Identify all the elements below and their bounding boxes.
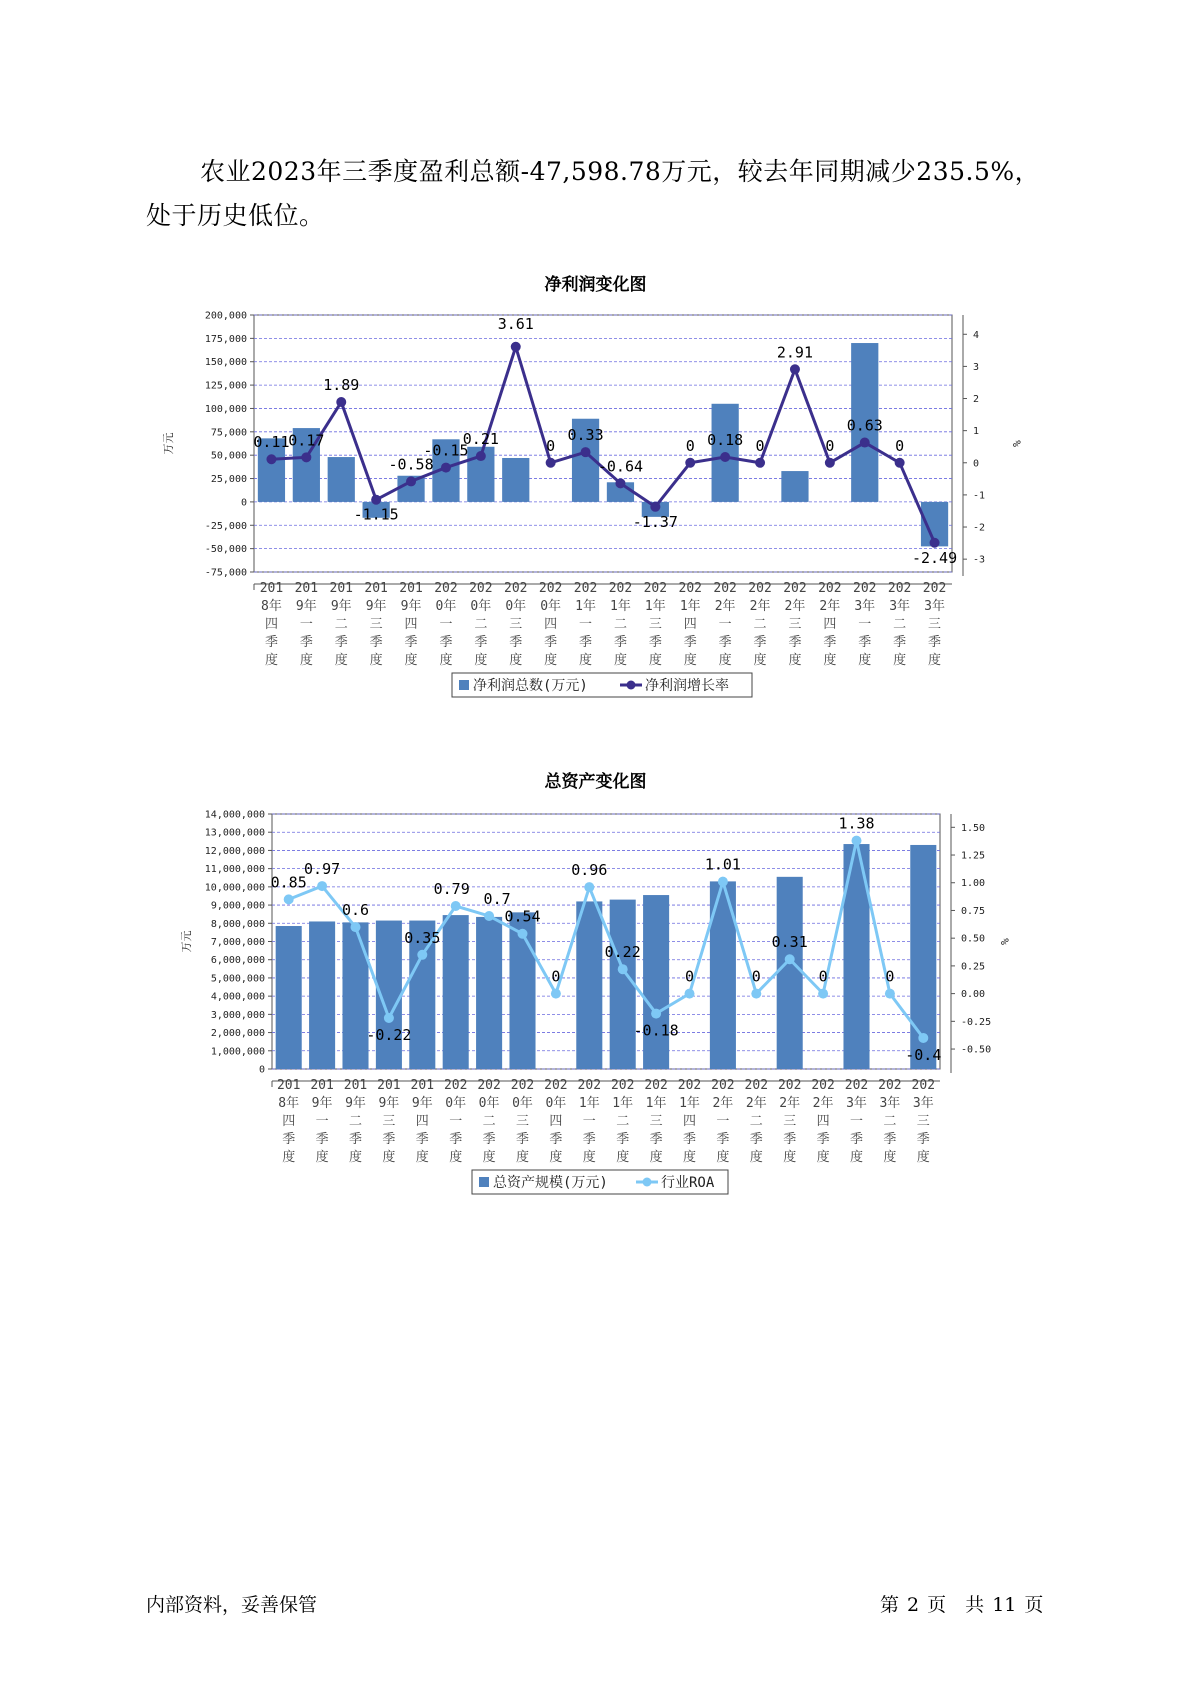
line-point xyxy=(484,911,494,921)
data-label: 0.63 xyxy=(846,416,883,435)
legend-line-label: 行业ROA xyxy=(661,1175,715,1191)
category-label: 201 9年三季度 xyxy=(364,581,388,668)
category-label: 202 2年四季度 xyxy=(818,581,842,668)
bar xyxy=(781,471,808,502)
line-point xyxy=(755,458,765,468)
line-point xyxy=(417,950,427,960)
category-label: 202 1年三季度 xyxy=(644,1078,668,1165)
right-tick-label: -0.25 xyxy=(961,1016,992,1028)
category-label: 202 3年一季度 xyxy=(853,581,877,668)
data-label: -1.15 xyxy=(353,505,399,524)
category-label: 202 3年三季度 xyxy=(922,581,947,668)
category-label: 201 8年四季度 xyxy=(259,581,284,668)
right-tick-label: 0.00 xyxy=(961,989,986,1001)
left-tick-label: 12,000,000 xyxy=(204,845,265,857)
line-point xyxy=(317,881,327,891)
right-tick-label: -0.50 xyxy=(961,1044,992,1056)
data-label: 0.18 xyxy=(707,430,744,449)
category-label: 202 0年三季度 xyxy=(504,581,528,668)
right-tick-label: 2 xyxy=(973,394,980,406)
line-point xyxy=(751,989,761,999)
data-label: 1.01 xyxy=(704,855,741,874)
category-label: 202 0年一季度 xyxy=(443,1078,468,1165)
line-point xyxy=(918,1033,928,1043)
data-label: 0 xyxy=(818,967,828,986)
line-point xyxy=(885,989,895,999)
category-label: 202 0年二季度 xyxy=(469,581,493,668)
bar xyxy=(276,926,302,1069)
legend-bar-swatch xyxy=(479,1177,489,1187)
data-label: 1.38 xyxy=(838,814,875,833)
line-point xyxy=(351,922,361,932)
line-point xyxy=(546,458,556,468)
data-label: 0.17 xyxy=(288,431,325,450)
line-point xyxy=(825,458,835,468)
chart-legend xyxy=(472,1170,728,1194)
line-point xyxy=(718,877,728,887)
bar xyxy=(610,900,636,1069)
right-tick-label: 1.00 xyxy=(961,878,986,890)
data-label: 0 xyxy=(546,436,556,455)
legend-line-label: 净利润增长率 xyxy=(645,678,729,694)
chart-title-total-assets: 总资产变化图 xyxy=(544,772,647,792)
footer-confidential: 内部资料，妥善保管 xyxy=(146,1594,318,1616)
category-label: 202 2年四季度 xyxy=(811,1078,835,1165)
category-label: 201 9年二季度 xyxy=(343,1078,368,1165)
line-point xyxy=(895,458,905,468)
data-label: -0.64 xyxy=(597,457,644,476)
category-label: 202 1年四季度 xyxy=(677,1078,702,1165)
legend-bar-label: 总资产规模(万元) xyxy=(493,1175,608,1191)
data-label: 0 xyxy=(684,967,695,986)
summary-line-2: 处于历史低位。 xyxy=(146,201,325,230)
data-label: 0.85 xyxy=(270,873,307,892)
category-label: 202 2年一季度 xyxy=(711,1078,735,1165)
total-assets-chart xyxy=(0,797,1191,1217)
summary-line-1: 农业2023年三季度盈利总额-47,598.78万元，较去年同期减少235.5%， xyxy=(200,157,1041,186)
right-tick-label: -3 xyxy=(973,554,986,566)
data-label: -1.37 xyxy=(632,512,678,531)
bar xyxy=(777,877,803,1069)
category-label: 201 9年四季度 xyxy=(410,1078,435,1165)
bar xyxy=(576,901,602,1069)
left-tick-label: 7,000,000 xyxy=(210,937,265,948)
line-point xyxy=(584,882,594,892)
left-tick-label: 2,000,000 xyxy=(210,1028,265,1040)
left-tick-label: 1,000,000 xyxy=(210,1046,265,1058)
right-axis-title: % xyxy=(1010,440,1023,447)
category-label: 202 0年四季度 xyxy=(538,581,563,668)
line-point xyxy=(785,954,795,964)
category-label: 202 3年二季度 xyxy=(878,1078,902,1165)
category-label: 202 2年一季度 xyxy=(713,581,737,668)
right-tick-label: 0.50 xyxy=(961,933,986,945)
left-tick-label: 150,000 xyxy=(204,357,247,369)
right-tick-label: 4 xyxy=(973,329,980,341)
category-label: 202 2年三季度 xyxy=(783,581,807,668)
left-tick-label: 11,000,000 xyxy=(204,864,265,876)
data-label: 0.7 xyxy=(483,890,511,908)
category-label: 201 9年三季度 xyxy=(377,1078,401,1165)
data-label: -0.15 xyxy=(423,441,469,460)
category-label: 202 1年四季度 xyxy=(678,581,702,668)
data-label: 0 xyxy=(685,436,695,455)
left-tick-label: 25,000 xyxy=(210,474,247,486)
left-axis-title: 万元 xyxy=(162,432,175,455)
right-tick-label: 1 xyxy=(973,426,980,438)
chart-title-net-profit: 净利润变化图 xyxy=(544,275,647,295)
bar xyxy=(309,921,335,1069)
bar xyxy=(342,922,368,1069)
line-point xyxy=(685,989,695,999)
category-label: 202 2年二季度 xyxy=(744,1078,769,1165)
line-point xyxy=(860,438,870,448)
category-label: 201 9年一季度 xyxy=(294,581,319,668)
data-label: 0.97 xyxy=(304,860,341,879)
data-label: 0.54 xyxy=(504,907,541,926)
line-point xyxy=(451,901,461,911)
category-label: 202 1年二季度 xyxy=(608,581,633,668)
right-tick-label: -2 xyxy=(973,522,986,534)
line-point xyxy=(720,452,730,462)
line-point xyxy=(790,364,800,374)
data-label: 0 xyxy=(551,967,561,986)
right-axis-title: % xyxy=(998,938,1011,945)
data-label: 0.79 xyxy=(433,880,470,899)
summary-paragraph xyxy=(146,150,1056,238)
line-point xyxy=(266,454,276,464)
right-tick-label: 1.25 xyxy=(961,850,986,862)
data-label: 0.96 xyxy=(571,861,608,880)
line-point xyxy=(301,452,311,462)
line-point xyxy=(406,476,416,486)
data-label: -0.18 xyxy=(633,1021,679,1040)
left-tick-label: 8,000,000 xyxy=(210,918,265,930)
category-label: 201 9年四季度 xyxy=(399,581,423,668)
data-label: 0 xyxy=(885,967,895,986)
chart-legend xyxy=(452,673,752,697)
left-tick-label: 175,000 xyxy=(204,333,247,345)
right-tick-label: 0.25 xyxy=(961,961,986,973)
bar xyxy=(443,915,469,1069)
data-label: 0.6 xyxy=(341,901,370,920)
left-tick-label: 3,000,000 xyxy=(210,1009,265,1021)
left-tick-label: -25,000 xyxy=(204,520,247,532)
left-tick-label: 13,000,000 xyxy=(204,827,265,839)
line-point xyxy=(551,989,561,999)
data-label: -0.4 xyxy=(905,1045,942,1064)
left-axis-title: 万元 xyxy=(180,930,193,953)
category-label: 202 1年二季度 xyxy=(610,1078,635,1165)
left-tick-label: 0 xyxy=(258,1064,265,1076)
category-label: 202 0年三季度 xyxy=(510,1078,535,1165)
right-tick-label: 0 xyxy=(973,458,980,470)
left-tick-label: 50,000 xyxy=(210,450,247,462)
line-point xyxy=(685,458,695,468)
line-point xyxy=(476,451,486,461)
category-label: 202 3年一季度 xyxy=(844,1078,869,1165)
data-label: 0 xyxy=(755,436,765,455)
category-label: 202 3年二季度 xyxy=(887,581,912,668)
category-label: 201 8年四季度 xyxy=(276,1078,301,1165)
line-point xyxy=(518,929,528,939)
category-label: 202 0年四季度 xyxy=(544,1078,568,1165)
left-tick-label: -75,000 xyxy=(204,567,247,579)
legend-bar-label: 净利润总数(万元) xyxy=(473,678,588,694)
data-label: 0.35 xyxy=(404,928,441,947)
data-label: 0.31 xyxy=(771,933,808,952)
data-label: 3.61 xyxy=(497,314,534,333)
line-point xyxy=(651,1009,661,1019)
line-point xyxy=(650,502,660,512)
category-label: 202 2年三季度 xyxy=(777,1078,802,1165)
legend-line-marker xyxy=(627,681,636,690)
category-label: 202 1年一季度 xyxy=(573,581,598,668)
right-tick-label: 1.50 xyxy=(961,822,986,834)
left-tick-label: 125,000 xyxy=(204,380,247,392)
category-label: 202 1年一季度 xyxy=(577,1078,602,1165)
line-point xyxy=(384,1013,394,1023)
left-tick-label: 4,000,000 xyxy=(210,991,265,1003)
legend-line-marker xyxy=(643,1178,652,1187)
bar xyxy=(643,895,669,1069)
data-label: -2.49 xyxy=(911,548,958,567)
line-point xyxy=(852,836,862,846)
line-point xyxy=(581,447,591,457)
data-label: -0.58 xyxy=(388,455,434,474)
data-label: 0.22 xyxy=(604,943,641,962)
data-label: -0.22 xyxy=(366,1026,412,1044)
bar xyxy=(502,458,529,502)
category-label: 202 2年二季度 xyxy=(748,581,772,668)
line-point xyxy=(511,342,521,352)
bar xyxy=(476,917,502,1069)
category-label: 201 9年二季度 xyxy=(329,581,353,668)
line-point xyxy=(284,894,294,904)
line-point xyxy=(930,538,940,548)
category-label: 202 1年三季度 xyxy=(643,581,668,668)
left-tick-label: 5,000,000 xyxy=(210,973,265,985)
left-tick-label: -50,000 xyxy=(204,544,247,556)
right-tick-label: 0.75 xyxy=(961,905,986,917)
line-point xyxy=(615,478,625,488)
category-label: 202 3年三季度 xyxy=(911,1078,936,1165)
line-point xyxy=(818,989,828,999)
category-label: 202 0年二季度 xyxy=(477,1078,501,1165)
data-label: 0.21 xyxy=(462,430,499,449)
line-point xyxy=(371,495,381,505)
left-tick-label: 10,000,000 xyxy=(204,882,265,894)
category-label: 202 0年一季度 xyxy=(434,581,458,668)
right-tick-label: 3 xyxy=(973,361,980,373)
bar xyxy=(328,457,355,502)
line-point xyxy=(441,463,451,473)
line-point xyxy=(336,397,346,407)
left-tick-label: 14,000,000 xyxy=(204,809,265,821)
right-tick-label: -1 xyxy=(973,490,986,502)
left-tick-label: 0 xyxy=(240,497,247,509)
left-tick-label: 100,000 xyxy=(204,403,247,415)
data-label: 1.89 xyxy=(323,376,360,395)
category-label: 201 9年一季度 xyxy=(310,1078,334,1165)
data-label: 0.11 xyxy=(253,433,290,452)
data-label: 0 xyxy=(751,967,761,986)
data-label: 0 xyxy=(895,436,905,455)
left-tick-label: 75,000 xyxy=(210,427,247,439)
data-label: 2.91 xyxy=(776,343,814,362)
left-tick-label: 200,000 xyxy=(204,310,247,322)
footer-page-number: 第 2 页 共 11 页 xyxy=(880,1594,1044,1616)
line-point xyxy=(618,964,628,974)
net-profit-chart xyxy=(0,300,1191,720)
left-tick-label: 9,000,000 xyxy=(210,900,265,912)
legend-bar-swatch xyxy=(459,680,469,690)
data-label: 0 xyxy=(825,436,835,455)
data-label: 0.33 xyxy=(567,426,604,445)
left-tick-label: 6,000,000 xyxy=(210,955,265,967)
